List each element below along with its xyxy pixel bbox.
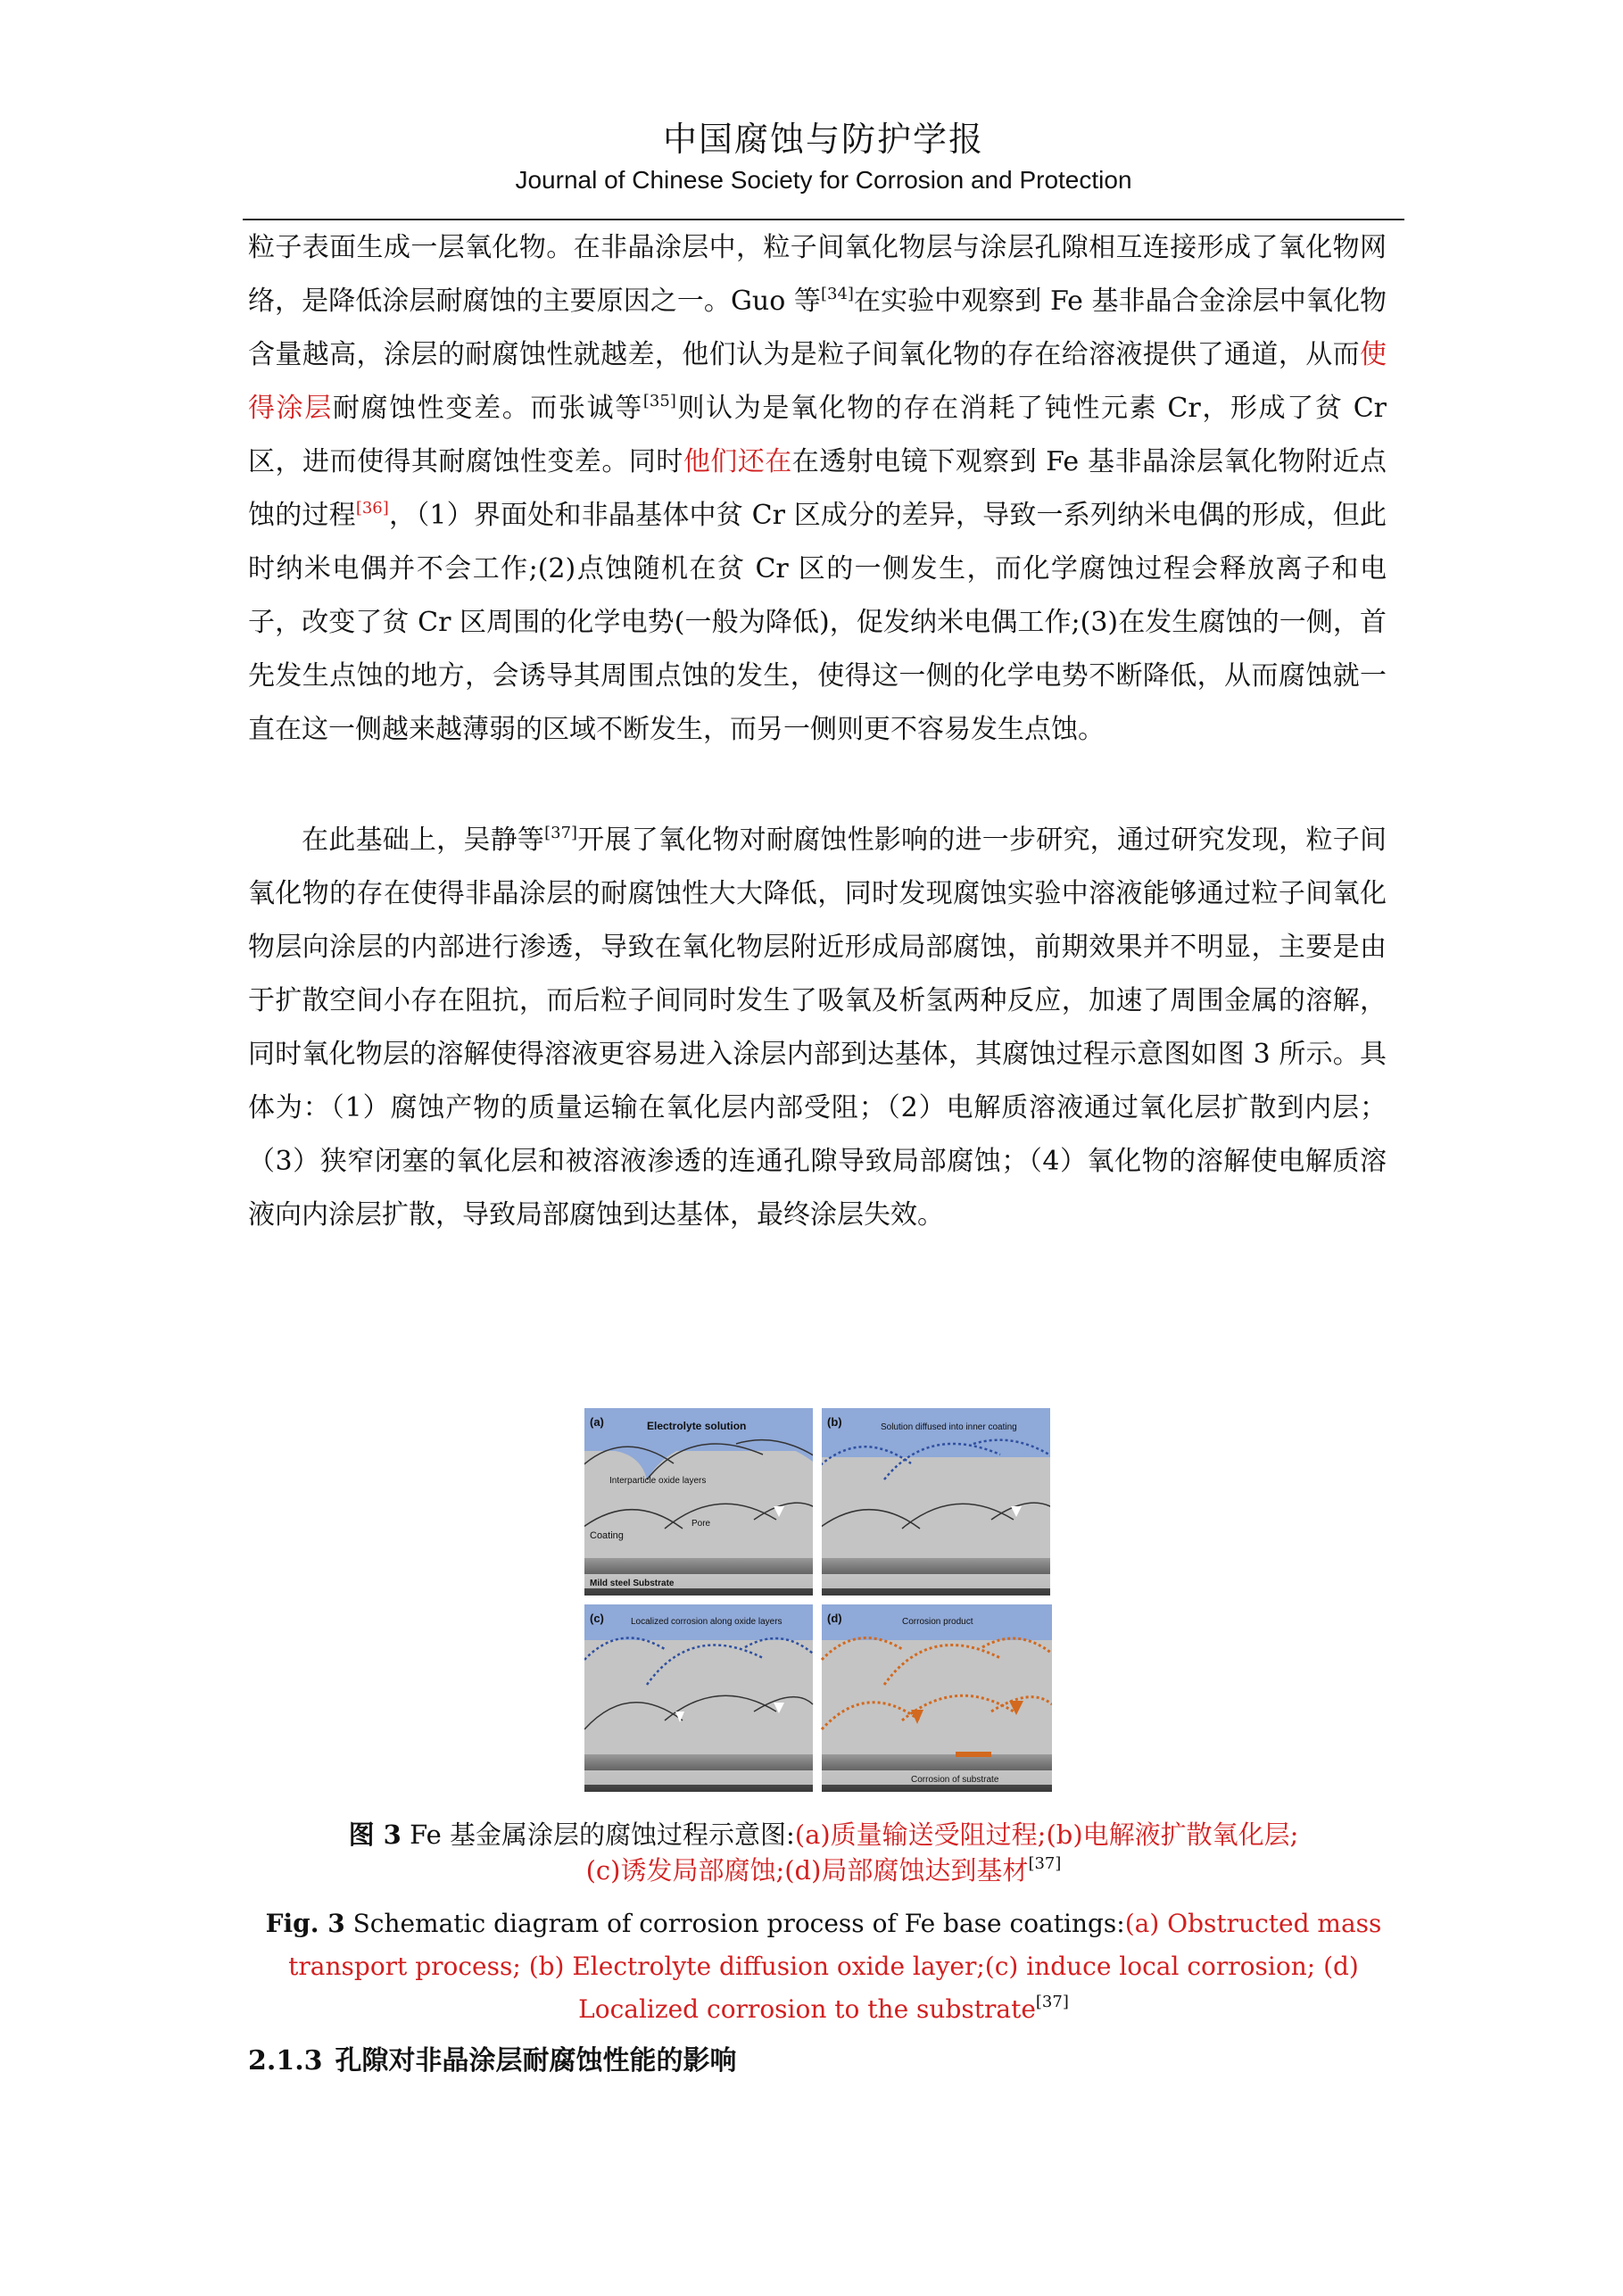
section-heading (248, 2043, 737, 2079)
corrosion-schematic (584, 1408, 1052, 1792)
caption-cn-label: 图 3 (348, 1819, 402, 1850)
panel-d-letter: (d) (827, 1612, 842, 1625)
label-corrosion-of-substrate: Corrosion of substrate (911, 1775, 999, 1785)
caption-cn-citation[interactable]: [37] (1028, 1854, 1062, 1873)
p1-red-text-1: 使得涂层 (248, 339, 1387, 424)
citation-37[interactable]: [37] (544, 824, 578, 842)
panel-c-letter: (c) (590, 1612, 604, 1625)
body-paragraph-1 (248, 221, 1387, 757)
p1-text-5: 在透射电镜下观察到 Fe 基非晶涂层氧化物附近点蚀的过程 (248, 446, 1387, 531)
panel-b-letter: (b) (827, 1415, 842, 1429)
panel-b (813, 1408, 1052, 1596)
body-paragraph-2 (248, 814, 1387, 1242)
caption-en-text: Schematic diagram of corrosion process of Fe base coatings: (344, 1909, 1125, 1938)
section-number: 2.1.3 (248, 2045, 323, 2076)
p1-text-4: 则认为是氧化物的存在消耗了钝性元素 Cr，形成了贫 Cr 区，进而使得其耐腐蚀性变差。同时 (248, 393, 1387, 477)
caption-en-citation[interactable]: [37] (1035, 1993, 1069, 2011)
label-solution-diffused: Solution diffused into inner coating (881, 1422, 1017, 1432)
label-electrolyte: Electrolyte solution (647, 1420, 747, 1432)
header-rule (243, 219, 1404, 220)
caption-cn-red-2: (c)诱发局部腐蚀;(d)局部腐蚀达到基材 (585, 1855, 1029, 1886)
caption-cn-text: Fe 基金属涂层的腐蚀过程示意图: (401, 1819, 795, 1850)
p1-text-6: ，（1）界面处和非晶基体中贫 Cr 区成分的差异，导致一系列纳米电偶的形成，但此时纳米电偶并不会工作;(2)点蚀随机在贫 Cr 区的一侧发生，而化学腐蚀过程会释放离子和电子，改变了贫 Cr 区周围的化学电势(一般为降低)，促发纳米电偶工作;(3)在发生腐蚀的一侧，首先发生点蚀的地方，会诱导其周围点蚀的发生，使得这一侧的化学电势不断降低，从而腐蚀就一直在这一侧越来越薄弱的区域不断发生，而另一侧则更不容易发生点蚀。 (248, 500, 1387, 745)
p1-text-1: 粒子表面生成一层氧化物。在非晶涂层中，粒子间氧化物层与涂层孔隙相互连接形成了氧化物网络，是降低涂层耐腐蚀的主要原因之一。Guo 等 (248, 232, 1387, 317)
label-interparticle-oxide: Interparticle oxide layers (609, 1476, 707, 1486)
p1-text-2: 在实验中观察到 Fe 基非晶合金涂层中氧化物含量越高，涂层的耐腐蚀性就越差，他们认为是粒子间氧化物的存在给溶液提供了通道，从而 (248, 286, 1387, 370)
figure-3 (584, 1408, 1052, 1792)
p2-text-1: 在此基础上，吴静等 (302, 825, 545, 856)
citation-35[interactable]: [35] (642, 392, 676, 410)
journal-header (243, 116, 1404, 198)
citation-36[interactable]: [36] (355, 499, 389, 518)
panel-a (584, 1408, 825, 1596)
p1-text-3: 耐腐蚀性变差。而张诚等 (332, 393, 643, 424)
caption-cn-red-1: (a)质量输送受阻过程;(b)电解液扩散氧化层; (794, 1819, 1299, 1850)
section-title: 孔隙对非晶涂层耐腐蚀性能的影响 (335, 2045, 737, 2076)
journal-title-cn: 中国腐蚀与防护学报 (662, 120, 984, 159)
journal-title-en: Journal of Chinese Society for Corrosion and Protection (515, 166, 1132, 194)
caption-en-label: Fig. 3 (265, 1909, 345, 1938)
label-pore: Pore (691, 1519, 711, 1529)
panel-c (584, 1604, 813, 1792)
p1-red-text-2: 他们还在 (683, 446, 792, 477)
panel-d (822, 1604, 1052, 1792)
label-localized-corrosion: Localized corrosion along oxide layers (631, 1617, 783, 1627)
citation-34[interactable]: [34] (820, 285, 854, 303)
figure-caption-en (243, 1902, 1404, 2031)
label-substrate: Mild steel Substrate (590, 1579, 675, 1588)
panel-a-letter: (a) (590, 1415, 604, 1429)
label-coating: Coating (590, 1530, 624, 1541)
p2-text-2: 开展了氧化物对耐腐蚀性影响的进一步研究，通过研究发现，粒子间氧化物的存在使得非晶涂层的耐腐蚀性大大降低，同时发现腐蚀实验中溶液能够通过粒子间氧化物层向涂层的内部进行渗透，导致在氧化物层附近形成局部腐蚀，前期效果并不明显，主要是由于扩散空间小存在阻抗，而后粒子间同时发生了吸氧及析氢两种反应，加速了周围金属的溶解，同时氧化物层的溶解使得溶液更容易进入涂层内部到达基体，其腐蚀过程示意图如图 3 所示。具体为：（1）腐蚀产物的质量运输在氧化层内部受阻；（2）电解质溶液通过氧化层扩散到内层；（3）狭窄闭塞的氧化层和被溶液渗透的连通孔隙导致局部腐蚀；（4）氧化物的溶解使电解质溶液向内涂层扩散，导致局部腐蚀到达基体，最终涂层失效。 (248, 825, 1387, 1231)
label-corrosion-product: Corrosion product (902, 1617, 973, 1627)
figure-caption-cn (243, 1817, 1404, 1888)
caption-en-red: (a) Obstructed mass transport process; (b) Electrolyte diffusion oxide layer;(c) induce local corrosion; (d) Localized corrosion to the substrate (288, 1909, 1382, 2024)
